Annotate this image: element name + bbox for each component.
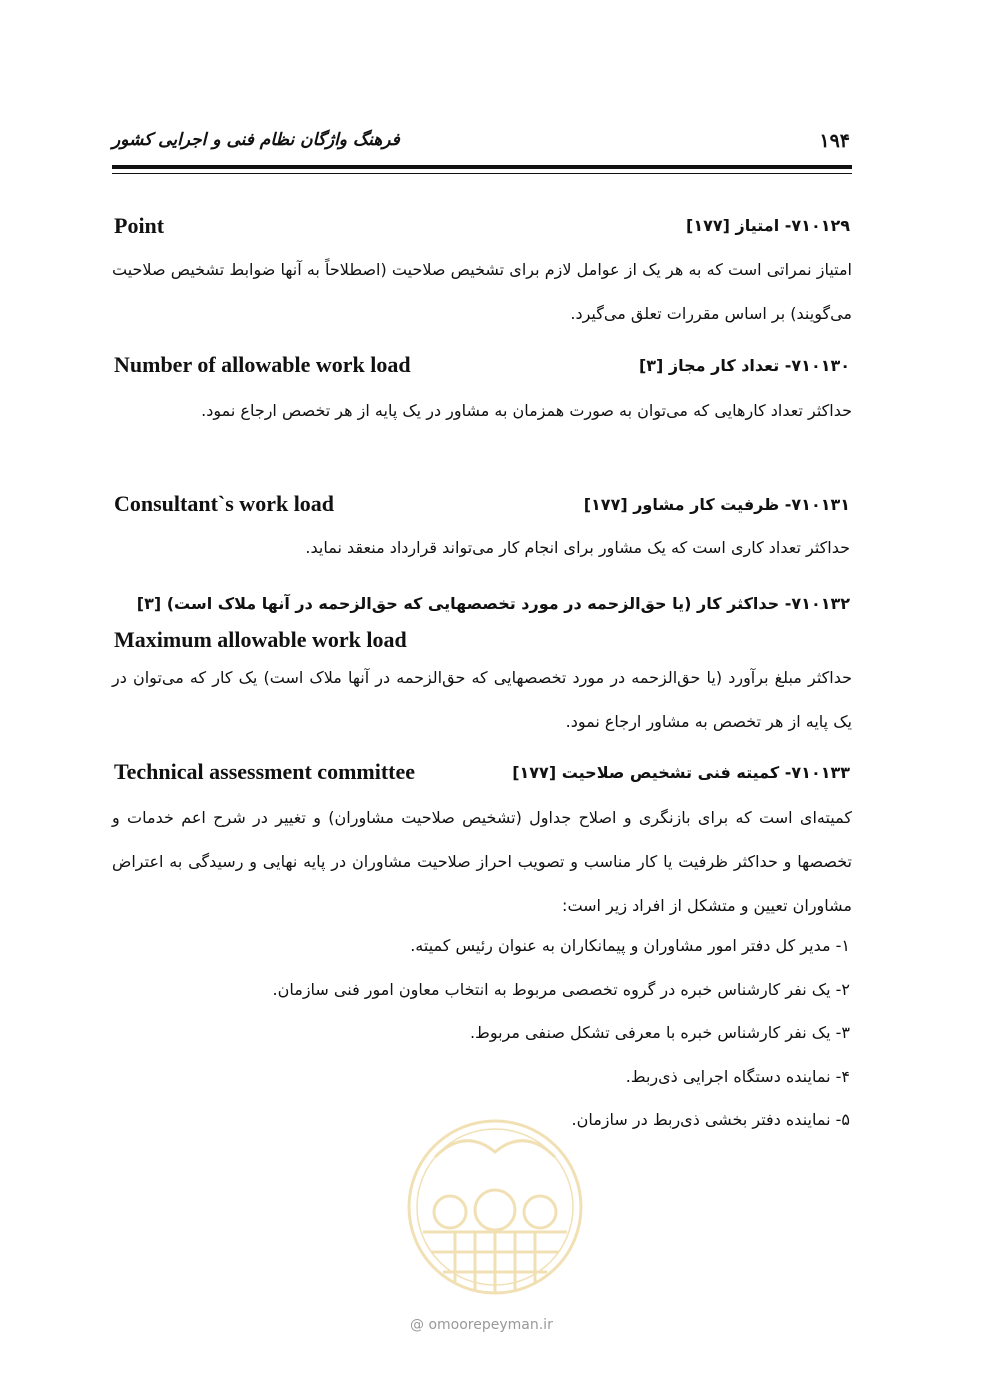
entry-term-fa: ۷۱۰۱۳۱- ظرفیت کار مشاور [۱۷۷] xyxy=(583,495,850,514)
running-header-title: فرهنگ واژگان نظام فنی و اجرایی کشور xyxy=(112,130,400,150)
entry-term-fa: ۷۱۰۱۳۲- حداکثر کار (یا حق‌الزحمه در مورد تخصصهایی که حق‌الزحمه در آنها ملاک است) [۳] xyxy=(136,594,850,613)
entry-definition: حداکثر مبلغ برآورد (یا حق‌الزحمه در مورد تخصصهایی که حق‌الزحمه در آنها ملاک است) یک کار که می‌توان در یک پایه از هر تخصص به مشاور ارجاع نمود. xyxy=(112,668,852,731)
entry-definition: کمیته‌ای است که برای بازنگری و اصلاح جداول (تشخیص صلاحیت مشاوران) و تغییر در شرح اعم خدمات و تخصصها و حداکثر ظرفیت یا کار مناسب و تصویب احراز صلاحیت مشاوران در پایه نهایی و رسیدگی به اعتراض مشاوران تعیین و متشکل از افراد زیر است: xyxy=(112,808,852,915)
entry-term-en: Point xyxy=(114,213,165,238)
entry-term-fa: ۷۱۰۱۳۰- تعداد کار مجاز [۳] xyxy=(638,356,850,375)
list-item: ۳- یک نفر کارشناس خبره با معرفی تشکل صنفی مربوط. xyxy=(469,1023,850,1042)
header-rule-thick xyxy=(112,165,852,169)
header-rule-thin xyxy=(112,173,852,174)
list-item: ۲- یک نفر کارشناس خبره در گروه تخصصی مربوط به انتخاب معاون امور فنی سازمان. xyxy=(272,980,850,999)
watermark-logo xyxy=(395,1112,595,1302)
list-item: ۴- نماینده دستگاه اجرایی ذی‌ربط. xyxy=(625,1067,850,1086)
page-number: ۱۹۴ xyxy=(819,130,850,152)
entry-term-fa: ۷۱۰۱۲۹- امتیاز [۱۷۷] xyxy=(686,216,850,235)
entry-definition: حداکثر تعداد کاری است که یک مشاور برای انجام کار می‌تواند قرارداد منعقد نماید. xyxy=(305,538,850,557)
entry-definition: امتیاز نمراتی است که به هر یک از عوامل لازم برای تشخیص صلاحیت (اصطلاحاً به آنها ضوابط تشخیص صلاحیت می‌گویند) بر اساس مقررات تعلق می‌گیرد. xyxy=(112,260,852,323)
list-item: ۱- مدیر کل دفتر امور مشاوران و پیمانکاران به عنوان رئیس کمیته. xyxy=(410,936,850,955)
watermark-text: @ omoorepeyman.ir xyxy=(410,1317,553,1333)
list-item: ۵- نماینده دفتر بخشی ذی‌ربط در سازمان. xyxy=(571,1110,850,1129)
entry-term-en: Maximum allowable work load xyxy=(114,627,407,652)
entry-term-en: Consultant`s work load xyxy=(114,491,335,516)
entry-term-fa: ۷۱۰۱۳۳- کمیته فنی تشخیص صلاحیت [۱۷۷] xyxy=(512,763,850,782)
entry-term-en: Number of allowable work load xyxy=(114,352,411,377)
entry-definition: حداکثر تعداد کارهایی که می‌توان به صورت همزمان به مشاور در یک پایه از هر تخصص ارجاع نمود. xyxy=(201,401,852,420)
entry-term-en: Technical assessment committee xyxy=(114,759,416,784)
